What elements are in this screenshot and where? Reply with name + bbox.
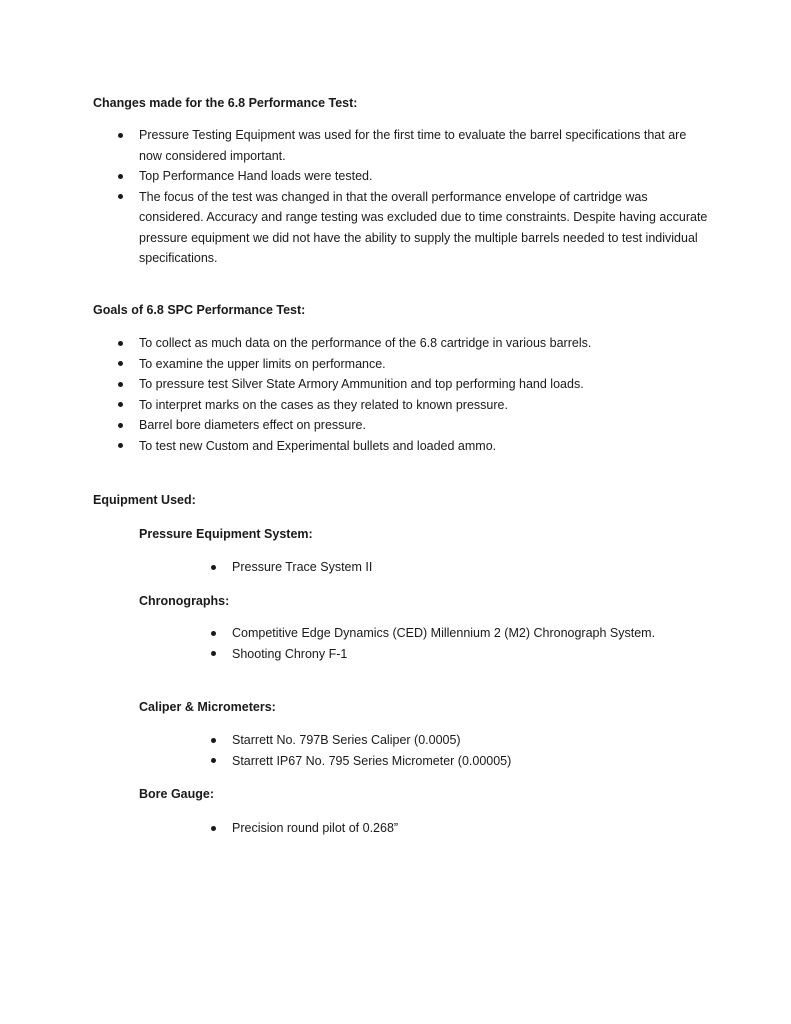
bullet-icon [118, 382, 123, 387]
bullet-icon [118, 194, 123, 199]
list-item: To examine the upper limits on performance. [118, 354, 718, 375]
bullet-icon [118, 133, 123, 138]
changes-list [118, 125, 708, 269]
list-item: Barrel bore diameters effect on pressure. [118, 415, 718, 436]
pressure-equipment-heading: Pressure Equipment System: [139, 527, 313, 541]
goals-list [118, 333, 718, 456]
pressure-equipment-list [211, 557, 731, 578]
bullet-icon [118, 443, 123, 448]
bullet-icon [118, 361, 123, 366]
bullet-icon [211, 758, 216, 763]
changes-heading: Changes made for the 6.8 Performance Test: [93, 96, 358, 110]
list-item: Pressure Testing Equipment was used for the first time to evaluate the barrel specifications that are now considered important. [118, 125, 708, 166]
bullet-icon [118, 423, 123, 428]
list-item: Starrett No. 797B Series Caliper (0.0005) [211, 730, 731, 751]
bullet-icon [118, 341, 123, 346]
equipment-heading: Equipment Used: [93, 493, 196, 507]
caliper-micrometers-list [211, 730, 731, 771]
bullet-icon [118, 174, 123, 179]
list-item: Shooting Chrony F-1 [211, 644, 731, 665]
bullet-icon [211, 826, 216, 831]
list-item: To pressure test Silver State Armory Ammunition and top performing hand loads. [118, 374, 718, 395]
list-item: To interpret marks on the cases as they related to known pressure. [118, 395, 718, 416]
bullet-icon [211, 565, 216, 570]
chronographs-list [211, 623, 731, 664]
list-item: The focus of the test was changed in that the overall performance envelope of cartridge was considered. Accuracy and range testing was excluded due to time constraints. Despite having accurate pressure equipment we did not have the ability to supply the multiple barrels needed to test individual specifications. [118, 187, 708, 269]
list-item: Top Performance Hand loads were tested. [118, 166, 708, 187]
bore-gauge-heading: Bore Gauge: [139, 787, 215, 801]
caliper-micrometers-heading: Caliper & Micrometers: [139, 700, 276, 714]
list-item: Starrett IP67 No. 795 Series Micrometer (0.00005) [211, 751, 731, 772]
chronographs-heading: Chronographs: [139, 594, 230, 608]
bullet-icon [118, 402, 123, 407]
list-item: Precision round pilot of 0.268” [211, 818, 731, 839]
bullet-icon [211, 738, 216, 743]
list-item: Pressure Trace System II [211, 557, 731, 578]
goals-heading: Goals of 6.8 SPC Performance Test: [93, 303, 306, 317]
list-item: To test new Custom and Experimental bullets and loaded ammo. [118, 436, 718, 457]
bore-gauge-list [211, 818, 731, 839]
bullet-icon [211, 631, 216, 636]
bullet-icon [211, 651, 216, 656]
list-item: Competitive Edge Dynamics (CED) Millennium 2 (M2) Chronograph System. [211, 623, 731, 644]
list-item: To collect as much data on the performance of the 6.8 cartridge in various barrels. [118, 333, 718, 354]
